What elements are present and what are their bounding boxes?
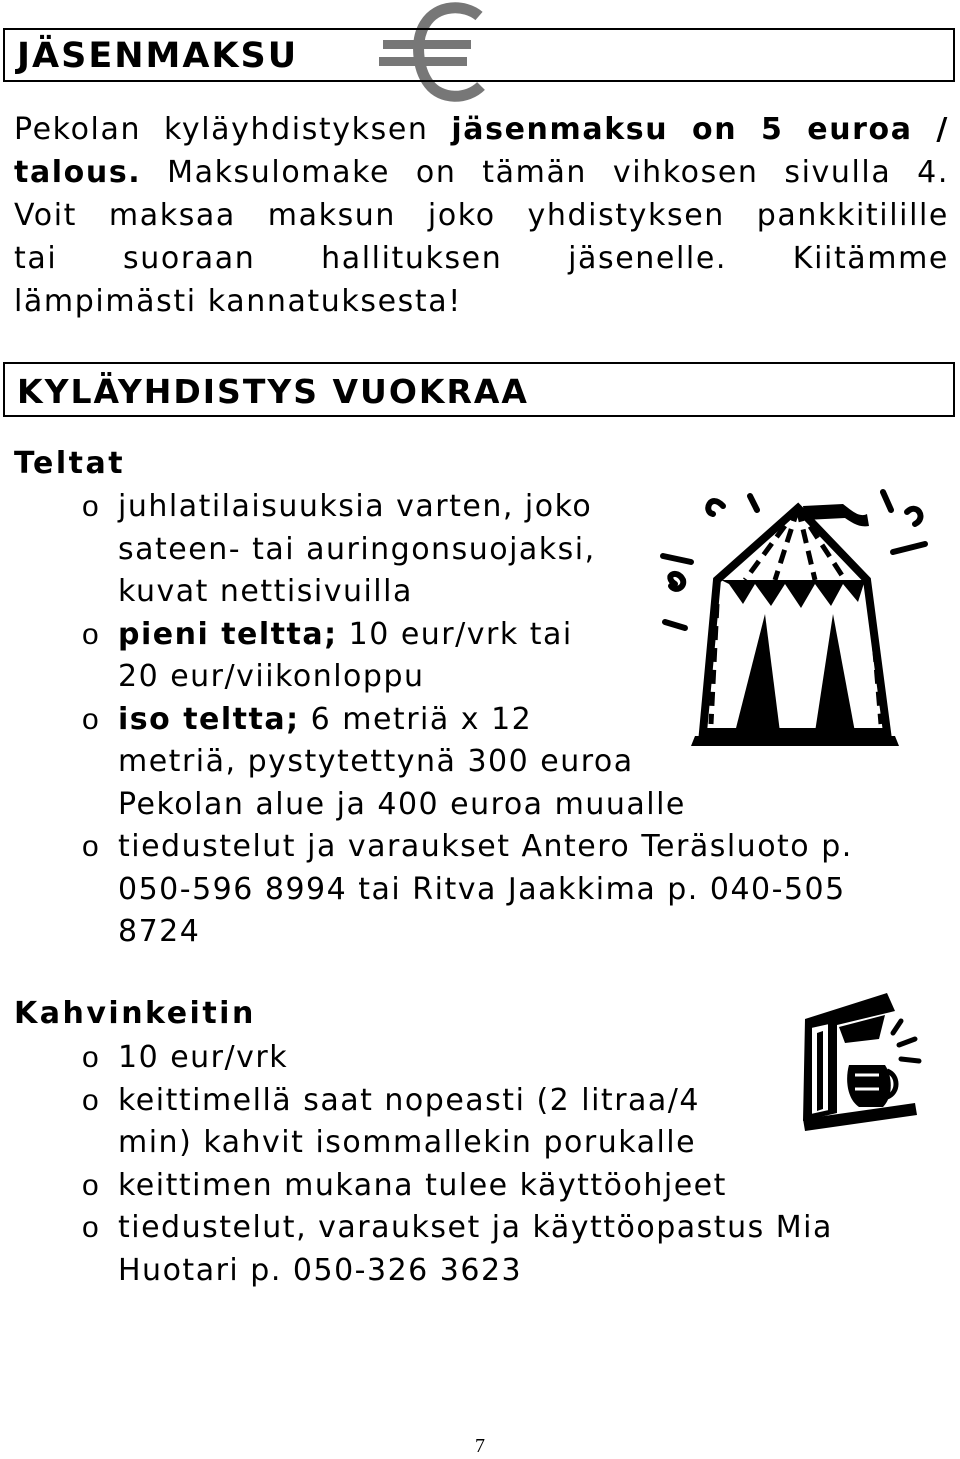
coffee-heading: Kahvinkeitin <box>14 996 256 1031</box>
page-number: 7 <box>475 1435 485 1457</box>
bullet: o <box>82 830 101 863</box>
membership-line-3: Voit maksaa maksun joko yhdistyksen pankkitilille <box>14 198 949 233</box>
rental-title: KYLÄYHDISTYS VUOKRAA <box>3 362 955 417</box>
list-item: o 10 eur/vrk <box>82 1037 833 1080</box>
list-item: o keittimellä saat nopeasti (2 litraa/4 min) kahvit isommallekin porukalle <box>82 1080 833 1165</box>
membership-line-5: lämpimästi kannatuksesta! <box>14 284 462 319</box>
membership-line-4: tai suoraan hallituksen jäsenelle. Kiitämme <box>14 241 949 276</box>
coffee-list <box>82 1037 833 1292</box>
coffee-maker-icon <box>775 985 925 1135</box>
bullet: o <box>82 702 101 736</box>
tents-heading: Teltat <box>14 446 126 481</box>
membership-paragraph <box>14 108 949 323</box>
bullet: o <box>82 1168 101 1202</box>
membership-line-2: talous. Maksulomake on tämän vihkosen sivulla 4. <box>14 155 949 190</box>
bullet: o <box>82 1041 101 1074</box>
list-item: o tiedustelut ja varaukset Antero Teräsluoto p. 050-596 8994 tai Ritva Jaakkima p. 040-505 8724 <box>82 826 853 954</box>
bullet: o <box>82 1083 101 1117</box>
circus-tent-icon <box>655 484 940 759</box>
bullet: o <box>82 617 101 651</box>
membership-line-1: Pekolan kyläyhdistyksen jäsenmaksu on 5 euroa / <box>14 112 949 147</box>
list-item: o tiedustelut, varaukset ja käyttöopastus Mia Huotari p. 050-326 3623 <box>82 1207 833 1292</box>
list-item: o keittimen mukana tulee käyttöohjeet <box>82 1165 833 1208</box>
list-item: o juhlatilaisuuksia varten, joko sateen- tai auringonsuojaksi, kuvat nettisivuilla <box>82 486 853 614</box>
list-item: o pieni teltta; 10 eur/vrk tai 20 eur/viikonloppu <box>82 614 853 699</box>
bullet: o <box>82 1211 101 1244</box>
membership-title: JÄSENMAKSU <box>3 28 955 82</box>
bullet: o <box>82 490 101 523</box>
list-item: o iso teltta; 6 metriä x 12 metriä, pystytettynä 300 euroa Pekolan alue ja 400 euroa muualle <box>82 699 853 827</box>
